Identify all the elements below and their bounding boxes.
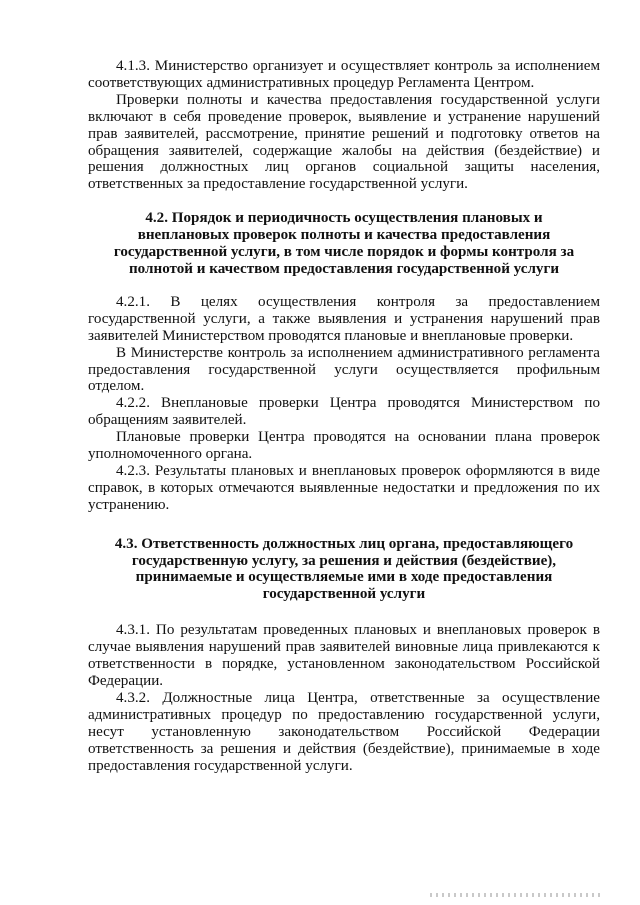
heading-4-3: 4.3. Ответственность должностных лиц органа, предоставляющего государственную услугу, за решения и действия (бездействие), принимаемые и осуществляемые ими в ходе предоставления государственной услуги: [114, 535, 574, 603]
paragraph-4-2-2: 4.2.2. Внеплановые проверки Центра проводятся Министерством по обращениям заявителей.: [88, 395, 600, 429]
paragraph-4-2-3: 4.2.3. Результаты плановых и внеплановых проверок оформляются в виде справок, в которых отмечаются выявленные недостатки и предложения по их устранению.: [88, 462, 600, 513]
document-page: [88, 58, 600, 774]
paragraph-4-2-1: 4.2.1. В целях осуществления контроля за предоставлением государственной услуги, а также выявления и устранения нарушений прав заявителей Министерством проводятся плановые и внеплановые проверки.: [88, 293, 600, 344]
paragraph-ministry-control: В Министерстве контроль за исполнением административного регламента предоставления государственной услуги осуществляется профильным отделом.: [88, 344, 600, 395]
paragraph-checks: Проверки полноты и качества предоставления государственной услуги включают в себя проведение проверок, выявление и устранение нарушений прав заявителей, рассмотрение, принятие решений и подготовку ответов на обращения заявителей, содержащие жалобы на действия (бездействие) и решения должностных лиц органов социальной защиты населения, ответственных за предоставление государственной услуги.: [88, 91, 600, 193]
paragraph-4-3-2: 4.3.2. Должностные лица Центра, ответственные за осуществление административных процедур по предоставлению государственной услуги, несут установленную законодательством Российской Федерации ответственность за решения и действия (бездействие), принимаемые в ходе предоставления государственной услуги.: [88, 689, 600, 774]
paragraph-planned-checks: Плановые проверки Центра проводятся на основании плана проверок уполномоченного органа.: [88, 429, 600, 463]
scan-edge-mark: [430, 893, 600, 897]
paragraph-4-1-3: 4.1.3. Министерство организует и осуществляет контроль за исполнением соответствующих административных процедур Регламента Центром.: [88, 58, 600, 91]
paragraph-4-3-1: 4.3.1. По результатам проведенных плановых и внеплановых проверок в случае выявления нарушений прав заявителей виновные лица привлекаются к ответственности в порядке, установленном законодательством Российской Федерации.: [88, 622, 600, 689]
heading-4-2: 4.2. Порядок и периодичность осуществления плановых и внеплановых проверок полноты и качества предоставления государственной услуги, в том числе порядок и формы контроля за полнотой и качеством предоставления государственной услуги: [113, 210, 575, 277]
